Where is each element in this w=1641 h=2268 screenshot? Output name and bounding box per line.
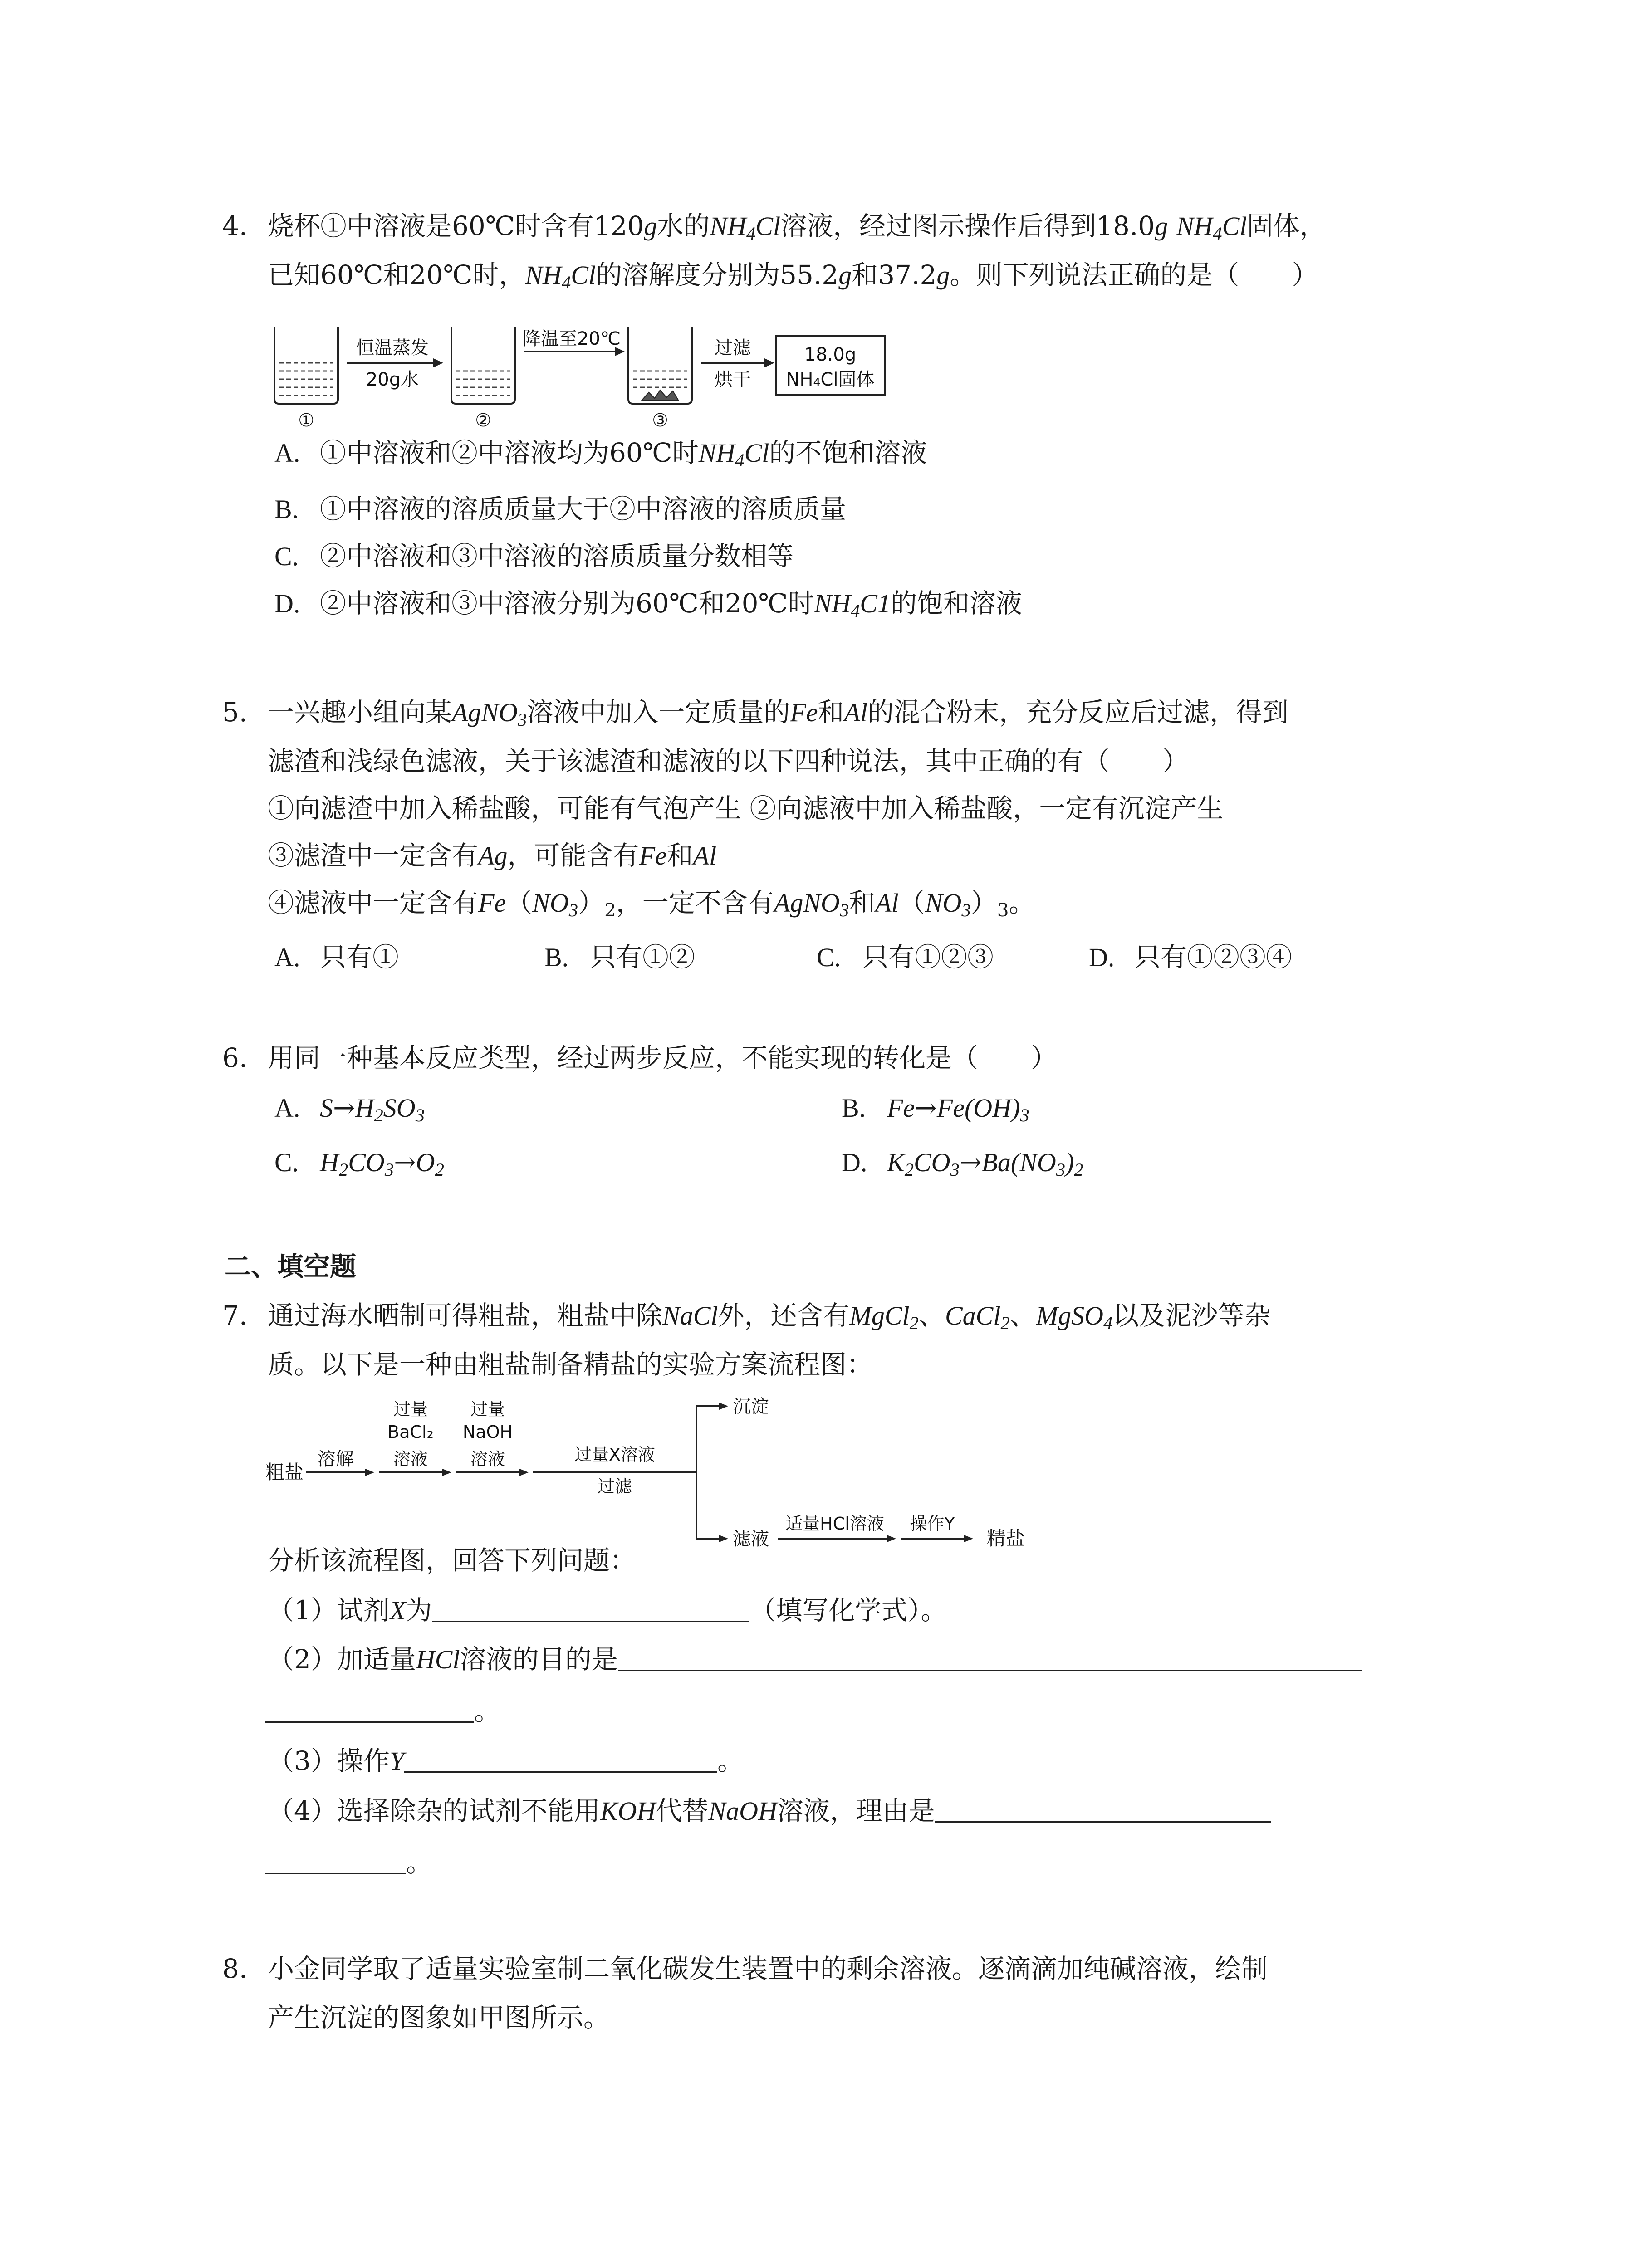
q4-option-c[interactable]: C. ②中溶液和③中溶液的溶质质量分数相等 xyxy=(274,541,794,572)
q4-line1: 4. 烧杯①中溶液是60℃时含有120g水的$NH_4Cl$溶液，经过图示操作后得到18.0g $NH_4Cl$固体， xyxy=(222,208,1326,244)
svg-text:溶解: 溶解 xyxy=(318,1449,354,1470)
q7-line1: 7. 通过海水晒制可得粗盐，粗盐中除NaCl外，还含有MgCl$_2$、CaCl$_2$、MgSO$_4$以及泥沙等杂 xyxy=(222,1300,1271,1334)
q5-line4: ③滤渣中一定含有Ag，可能含有Fe和Al xyxy=(268,840,717,871)
q4-line2: 已知60℃和20℃时，$NH_4Cl$的溶解度分别为55.2g和37.2g。则下列说法正确的是（ ） xyxy=(268,259,1318,293)
svg-text:BaCl₂: BaCl₂ xyxy=(387,1422,434,1442)
svg-text:粗盐: 粗盐 xyxy=(265,1461,304,1483)
beaker-2 xyxy=(451,327,515,404)
svg-text:过量: 过量 xyxy=(393,1399,428,1419)
svg-text:降温至20℃: 降温至20℃ xyxy=(523,328,621,349)
q7-part2: （2）加适量HCl溶液的目的是 xyxy=(268,1641,1362,1678)
section-heading-fill-in: 二、填空题 xyxy=(225,1251,357,1282)
q5-line1: 5. 一兴趣小组向某AgNO$_3$溶液中加入一定质量的Fe和Al的混合粉末，充分反应后过滤，得到 xyxy=(222,697,1289,730)
beaker-3-label: ③ xyxy=(652,410,668,431)
q6-option-d[interactable]: D. $K_2CO_3\to Ba(NO_3)_2$ xyxy=(842,1147,1083,1180)
beaker-3 xyxy=(628,327,692,404)
svg-text:20g水: 20g水 xyxy=(366,369,419,390)
q5-option-a[interactable]: A. 只有① xyxy=(274,942,399,973)
svg-text:溶液: 溶液 xyxy=(393,1449,428,1469)
beaker-1-label: ① xyxy=(298,410,314,431)
q5-line2: 滤渣和浅绿色滤液，关于该滤渣和滤液的以下四种说法，其中正确的有（ ） xyxy=(268,746,1189,777)
q7-line2: 质。以下是一种由粗盐制备精盐的实验方案流程图： xyxy=(268,1349,873,1380)
q4-option-d[interactable]: D. ②中溶液和③中溶液分别为60℃和20℃时$NH_4C1$的饱和溶液 xyxy=(274,588,1022,621)
q7-flow-diagram xyxy=(261,1393,1078,1547)
svg-text:烘干: 烘干 xyxy=(715,369,751,390)
svg-text:过滤: 过滤 xyxy=(597,1476,632,1496)
q4-option-a[interactable]: A. ①中溶液和②中溶液均为60℃时$NH_4Cl$的不饱和溶液 xyxy=(274,437,927,471)
q5-line5: ④滤液中一定含有$Fe(NO_3)_2$，一定不含有AgNO$_3$和$Al(NO_3)_3$。 xyxy=(268,887,1035,921)
svg-text:溶液: 溶液 xyxy=(470,1449,505,1469)
q7-part3: （3）操作Y 。 xyxy=(268,1743,744,1779)
q7-answer-blank-3[interactable] xyxy=(404,1744,717,1773)
svg-text:NaOH: NaOH xyxy=(462,1422,513,1442)
q4-option-b[interactable]: B. ①中溶液的溶质质量大于②中溶液的溶质质量 xyxy=(274,494,847,524)
q6-option-b[interactable]: B. $Fe\to Fe(OH)_3$ xyxy=(842,1092,1029,1126)
q7-answer-blank-4a[interactable] xyxy=(935,1794,1271,1823)
q7-answer-blank-1[interactable] xyxy=(432,1593,749,1622)
svg-text:恒温蒸发: 恒温蒸发 xyxy=(356,337,429,358)
q7-answer-blank-2b[interactable] xyxy=(265,1694,474,1723)
svg-text:NH₄Cl固体: NH₄Cl固体 xyxy=(786,369,875,390)
q7-line3: 分析该流程图，回答下列问题： xyxy=(268,1545,637,1576)
beaker-1 xyxy=(274,327,338,404)
q7-part1: （1）试剂X为 （填写化学式）。 xyxy=(268,1592,947,1629)
svg-text:过滤: 过滤 xyxy=(715,337,751,358)
q7-answer-blank-2a[interactable] xyxy=(618,1642,1362,1671)
svg-text:过量: 过量 xyxy=(470,1399,505,1419)
svg-text:适量HCl溶液: 适量HCl溶液 xyxy=(785,1514,884,1534)
svg-text:精盐: 精盐 xyxy=(987,1527,1025,1547)
svg-text:过量X溶液: 过量X溶液 xyxy=(574,1445,656,1465)
q4-beaker-diagram xyxy=(265,318,923,435)
svg-text:18.0g: 18.0g xyxy=(804,344,857,365)
svg-text:沉淀: 沉淀 xyxy=(733,1396,769,1417)
q5-option-d[interactable]: D. 只有①②③④ xyxy=(1089,942,1293,973)
svg-text:操作Y: 操作Y xyxy=(910,1514,955,1534)
q8-line2: 产生沉淀的图象如甲图所示。 xyxy=(268,2002,610,2033)
svg-text:滤液: 滤液 xyxy=(733,1529,769,1547)
q6-stem: 6. 用同一种基本反应类型，经过两步反应，不能实现的转化是（ ） xyxy=(222,1042,1058,1073)
q7-part2-cont: 。 xyxy=(265,1693,500,1729)
q5-line3: ①向滤渣中加入稀盐酸，可能有气泡产生 ②向滤液中加入稀盐酸，一定有沉淀产生 xyxy=(268,793,1224,824)
q7-part4: （4）选择除杂的试剂不能用KOH代替NaOH溶液，理由是 xyxy=(268,1793,1271,1829)
q7-answer-blank-4b[interactable] xyxy=(265,1846,406,1874)
q6-option-a[interactable]: A. $S\to H_2SO_3$ xyxy=(274,1092,425,1126)
q4-number: 4. xyxy=(222,210,248,241)
q5-option-b[interactable]: B. 只有①② xyxy=(544,942,696,973)
q8-line1: 8. 小金同学取了适量实验室制二氧化碳发生装置中的剩余溶液。逐滴滴加纯碱溶液，绘制 xyxy=(222,1953,1268,1984)
q5-option-c[interactable]: C. 只有①②③ xyxy=(817,942,994,973)
beaker-2-label: ② xyxy=(475,410,491,431)
q7-part4-cont: 。 xyxy=(265,1844,432,1881)
q6-option-c[interactable]: C. $H_2CO_3\to O_2$ xyxy=(274,1147,444,1180)
